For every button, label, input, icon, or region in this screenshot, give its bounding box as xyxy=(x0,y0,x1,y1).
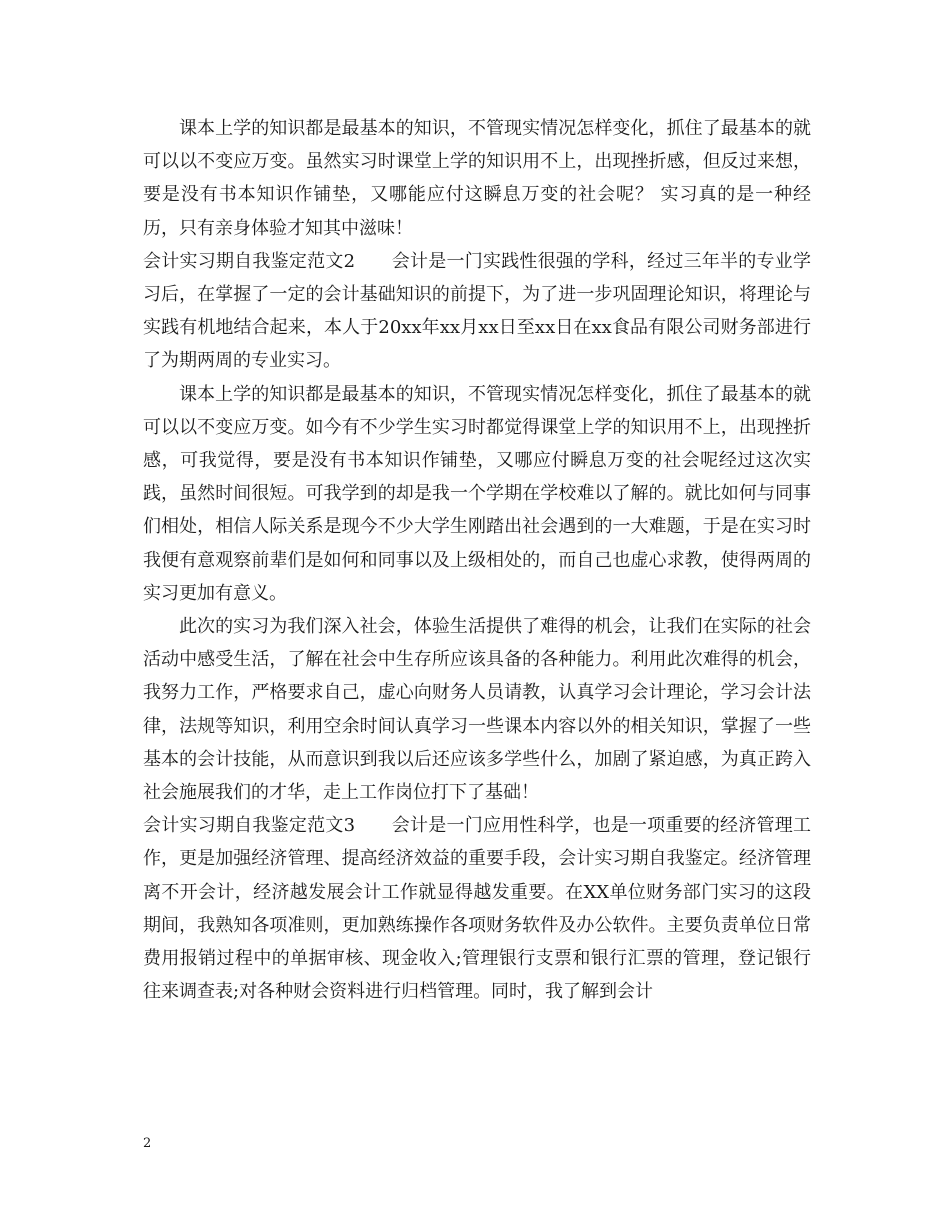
paragraph-3: 课本上学的知识都是最基本的知识，不管现实情况怎样变化，抓住了最基本的就可以以不变应万变。如今有不少学生实习时都觉得课堂上学的知识用不上，出现挫折感，可我觉得，要是没有书本知识作铺垫，又哪应付瞬息万变的社会呢经过这次实践，虽然时间很短。可我学到的却是我一个学期在学校难以了解的。就比如何与同事们相处，相信人际关系是现今不少大学生刚踏出社会遇到的一大难题，于是在实习时我便有意观察前辈们是如何和同事以及上级相处的，而自己也虚心求教，使得两周的实习更加有意义。 xyxy=(143,383,811,604)
paragraph-5: 会计实习期自我鉴定范文3 会计是一门应用性科学，也是一项重要的经济管理工作，更是加强经济管理、提高经济效益的重要手段，会计实习期自我鉴定。经济管理离不开会计，经济越发展会计工作就显得越发重要。在XX单位财务部门实习的这段期间，我熟知各项准则，更加熟练操作各项财务软件及办公软件。主要负责单位日常费用报销过程中的单据审核、现金收入;管理银行支票和银行汇票的管理，登记银行往来调查表;对各种财会资料进行归档管理。同时，我了解到会计 xyxy=(143,815,811,1003)
paragraph-1: 课本上学的知识都是最基本的知识，不管现实情况怎样变化，抓住了最基本的就可以以不变应万变。虽然实习时课堂上学的知识用不上，出现挫折感，但反过来想，要是没有书本知识作铺垫，又哪能应付这瞬息万变的社会呢？ 实习真的是一种经历，只有亲身体验才知其中滋味！ xyxy=(143,118,811,239)
page-number: 2 xyxy=(143,1136,152,1151)
document-body xyxy=(143,112,811,1008)
paragraph-2: 会计实习期自我鉴定范文2 会计是一门实践性很强的学科，经过三年半的专业学习后，在掌握了一定的会计基础知识的前提下，为了进一步巩固理论知识，将理论与实践有机地结合起来，本人于20xx年xx月xx日至xx日在xx食品有限公司财务部进行了为期两周的专业实习。 xyxy=(143,250,811,372)
paragraph-4: 此次的实习为我们深入社会，体验生活提供了难得的机会，让我们在实际的社会活动中感受生活，了解在社会中生存所应该具备的各种能力。利用此次难得的机会，我努力工作，严格要求自己，虚心向财务人员请教，认真学习会计理论，学习会计法律，法规等知识，利用空余时间认真学习一些课本内容以外的相关知识，掌握了一些基本的会计技能，从而意识到我以后还应该多学些什么，加剧了紧迫感，为真正跨入社会施展我们的才华，走上工作岗位打下了基础！ xyxy=(143,616,811,804)
